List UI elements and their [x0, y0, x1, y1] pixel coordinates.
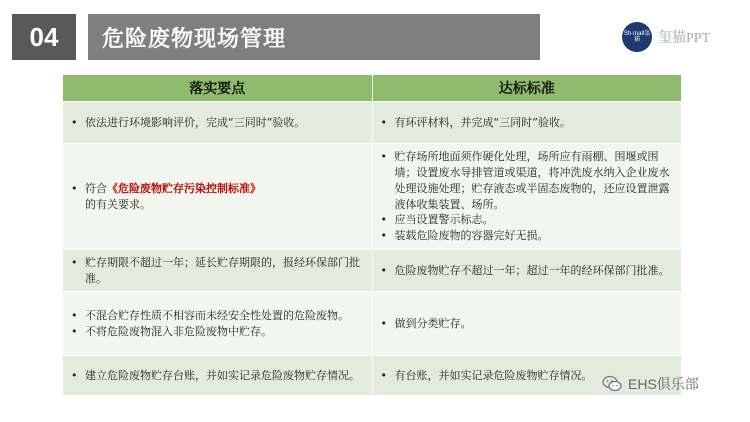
list-item: • 有台账，并如实记录危险废物贮存情况。	[395, 368, 676, 384]
column-header-standards: 达标标准	[372, 75, 682, 102]
brand	[622, 22, 710, 52]
standards-table	[62, 74, 682, 396]
list-item: • 装载危险废物的容器完好无损。	[395, 228, 676, 244]
brand-logo: Sh·mall玺猫	[622, 22, 652, 52]
column-header-key-points: 落实要点	[63, 75, 373, 102]
table-row	[63, 250, 682, 292]
text-suffix: 的有关要求。	[85, 197, 151, 211]
table-row	[63, 144, 682, 250]
list-item: • 应当设置警示标志。	[395, 212, 676, 228]
table-row	[63, 292, 682, 356]
brand-name: 玺猫PPT	[658, 31, 711, 46]
watermark-text: EHS俱乐部	[628, 376, 699, 392]
page-title: 危险废物现场管理	[88, 14, 540, 60]
table-row	[63, 102, 682, 144]
table-row	[63, 356, 682, 396]
wechat-icon	[602, 375, 622, 393]
list-item: • 贮存场所地面须作硬化处理，场所应有雨棚、围堰或围墙；设置废水导排管道或渠道，将冲洗废水纳入企业废水处理设施处理；贮存液态或半固态废物的，还应设置泄露液体收集装置、场所。	[395, 149, 676, 213]
list-item: • 有环评材料，并完成“三同时”验收。	[395, 115, 676, 131]
list-item: • 不混合贮存性质不相容而未经安全性处置的危险废物。	[85, 308, 366, 324]
list-item: • 不将危险废物混入非危险废物中贮存。	[85, 324, 366, 340]
list-item: • 做到分类贮存。	[395, 316, 676, 332]
watermark	[602, 374, 699, 394]
list-item: • 危险废物贮存不超过一年；超过一年的经环保部门批准。	[395, 263, 676, 279]
list-item	[85, 181, 366, 213]
list-item: • 贮存期限不超过一年；延长贮存期限的，报经环保部门批准。	[85, 255, 366, 287]
list-item: • 依法进行环境影响评价，完成“三同时”验收。	[85, 115, 366, 131]
text-prefix: 符合	[85, 181, 107, 195]
section-number: 04	[12, 14, 76, 60]
standard-reference: 《危险废物贮存污染控制标准》	[107, 181, 261, 195]
list-item: • 建立危险废物贮存台账，并如实记录危险废物贮存情况。	[85, 368, 366, 384]
